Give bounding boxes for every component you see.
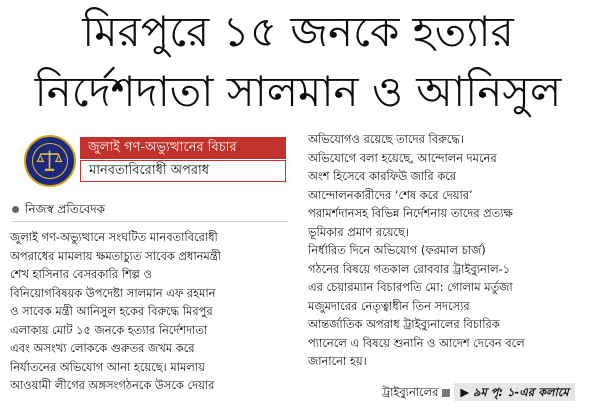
body-line: অভিযোগও রয়েছে তাদের বিরুদ্ধে।	[308, 132, 464, 146]
byline-text: নিজস্ব প্রতিবেদক	[25, 202, 106, 216]
kicker-category-label: মানবতাবিরোধী অপরাধ	[80, 160, 286, 182]
body-line: এবং অসংখ্য লোককে গুরুতর জখম করে	[10, 341, 195, 355]
body-line: অংশ হিসেবে কারফিউ জারি করে	[308, 169, 457, 183]
arrow-right-icon: ▶	[460, 385, 470, 399]
jump-page-text: ৯ম পৃ: ১-এর কলামে	[473, 385, 569, 399]
body-line: অপরাধের মামলায় ক্ষমতাচ্যুত সাবেক প্রধানমন্ত্রী	[10, 248, 221, 263]
body-line: ও সাবেক মন্ত্রী আনিসুল হকের বিরুদ্ধে মিরপুর	[10, 304, 213, 318]
article-body-left-column	[10, 228, 221, 395]
body-line: আওয়ামী লীগের অঙ্গসংগঠনকে উসকে দেয়ার	[10, 378, 215, 392]
body-line: গঠনের বিষয়ে গতকাল রোববার ট্রাইব্যুনাল-১	[308, 261, 511, 276]
body-line: শেখ হাসিনার বেসরকারি শিল্প ও	[10, 267, 152, 281]
body-line: বিনিয়োগবিষয়ক উপদেষ্টা সালমান এফ রহমান	[10, 285, 216, 300]
jump-label: ট্রাইব্যুনালের	[382, 385, 439, 399]
scales-icon	[33, 144, 66, 177]
body-line: আন্তর্জাতিক অপরাধ ট্রাইব্যুনালের বিচারিক	[308, 317, 500, 331]
body-line: এর চেয়ারম্যান বিচারপতি মো: গোলাম মর্তুজা	[308, 280, 513, 294]
body-line: আন্দোলনকারীদের ‘শেষ করে দেয়ার’	[308, 187, 473, 202]
headline-line-2: নির্দেশদাতা সালমান ও আনিসুল	[34, 67, 562, 116]
body-line: ভূমিকার প্রমাণ রয়েছে।	[308, 224, 409, 239]
byline	[12, 201, 105, 217]
bullet-icon	[12, 206, 19, 213]
body-line: জুলাই গণ-অভ্যুত্থানে সংঘটিত মানবতাবিরোধী	[10, 230, 218, 244]
body-line: পরামর্শদানসহ বিভিন্ন নির্দেশনায় তাদের প্রত্যক্ষ	[308, 206, 513, 220]
body-line: নির্ধারিত দিনে অভিযোগ (ফরমাল চার্জ)	[308, 243, 486, 257]
body-line: এলাকায় মোট ১৫ জনকে হত্যার নির্দেশদাতা	[10, 322, 208, 337]
article-body-right-column	[308, 130, 525, 371]
continued-on-jump[interactable]	[382, 383, 575, 401]
body-line: অভিযোগে বলা হয়েছে, আন্দোলন দমনের	[308, 150, 497, 165]
body-line: জানানো হয়।	[308, 354, 367, 368]
jump-box-icon	[442, 389, 450, 397]
kicker-series-label: জুলাই গণ-অভ্যুত্থানের বিচার	[80, 137, 286, 159]
body-line: প্যানেলে এ বিষয়ে শুনানি ও আদেশ দেবেন বলে	[308, 335, 525, 350]
byline-divider	[12, 221, 288, 222]
headline-line-1: মিরপুরে ১৫ জনকে হত্যার	[82, 7, 514, 56]
body-line: মজুমদারের নেতৃত্বাধীন তিন সদস্যের	[308, 298, 470, 313]
jump-page-ref	[454, 383, 574, 401]
body-line: নির্যাতনের অভিযোগ আনা হয়েছে। মামলায়	[10, 359, 205, 374]
tribunal-emblem-icon	[24, 135, 76, 187]
